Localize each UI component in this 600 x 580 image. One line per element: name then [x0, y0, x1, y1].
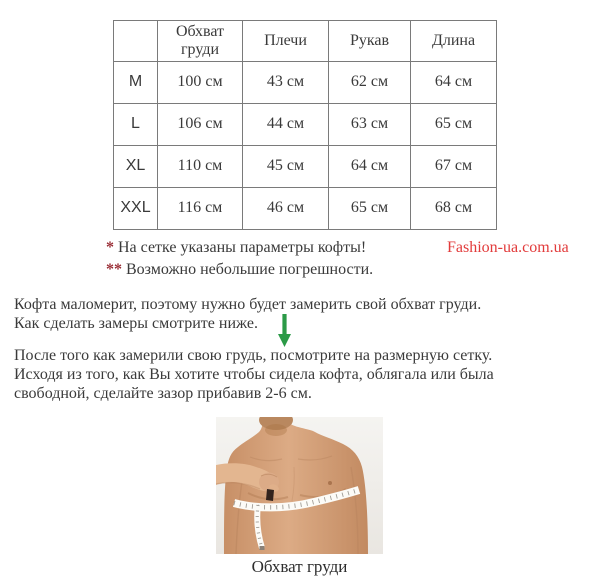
- size-table-header-row: [114, 21, 497, 62]
- intro-line-2: Как сделать замеры смотрите ниже.: [14, 315, 258, 332]
- length-value: 68 см: [411, 187, 497, 229]
- table-row-m: [114, 61, 497, 103]
- chest-value: 106 см: [158, 103, 243, 145]
- double-asterisk-marker: **: [106, 261, 122, 278]
- shoulders-value: 43 см: [243, 61, 329, 103]
- footnote-text: Возможно небольшие погрешности.: [126, 261, 374, 278]
- length-value: 65 см: [411, 103, 497, 145]
- col-header-size: [114, 21, 158, 62]
- shoulders-value: 46 см: [243, 187, 329, 229]
- footnote-parameters: [106, 239, 366, 257]
- instructions-line-1: После того как замерили свою грудь, посмотрите на размерную сетку.: [14, 347, 493, 364]
- intro-line-1: Кофта маломерит, поэтому нужно будет замерить свой обхват груди.: [14, 296, 482, 313]
- size-table: [113, 20, 497, 230]
- sleeve-value: 64 см: [329, 145, 411, 187]
- intro-paragraph: [14, 295, 481, 333]
- col-header-shoulders: Плечи: [243, 21, 329, 62]
- table-row-xxl: [114, 187, 497, 229]
- col-header-sleeve: Рукав: [329, 21, 411, 62]
- footnote-text: На сетке указаны параметры кофты!: [118, 239, 367, 256]
- table-row-l: [114, 103, 497, 145]
- size-label: L: [114, 103, 158, 145]
- instructions-line-2: Исходя из того, как Вы хотите чтобы сидела кофта, облягала или была: [14, 366, 494, 383]
- table-row-xl: [114, 145, 497, 187]
- chest-value: 100 см: [158, 61, 243, 103]
- instructions-line-3: свободной, сделайте зазор прибавив 2-6 см.: [14, 385, 312, 402]
- shoulders-value: 44 см: [243, 103, 329, 145]
- sleeve-value: 63 см: [329, 103, 411, 145]
- brand-link[interactable]: Fashion-ua.com.ua: [447, 239, 569, 256]
- chest-value: 116 см: [158, 187, 243, 229]
- size-label: XXL: [114, 187, 158, 229]
- col-header-chest: Обхват груди: [158, 21, 243, 62]
- chest-measurement-photo: [216, 417, 383, 554]
- footnote-accuracy: [106, 261, 373, 279]
- asterisk-marker: *: [106, 239, 114, 256]
- length-value: 67 см: [411, 145, 497, 187]
- sleeve-value: 62 см: [329, 61, 411, 103]
- length-value: 64 см: [411, 61, 497, 103]
- col-header-length: Длина: [411, 21, 497, 62]
- down-arrow-icon: [277, 314, 292, 347]
- sleeve-value: 65 см: [329, 187, 411, 229]
- shoulders-value: 45 см: [243, 145, 329, 187]
- chest-value: 110 см: [158, 145, 243, 187]
- size-label: XL: [114, 145, 158, 187]
- instructions-paragraph: [14, 346, 494, 403]
- size-label: M: [114, 61, 158, 103]
- figure-caption: Обхват груди: [251, 557, 348, 576]
